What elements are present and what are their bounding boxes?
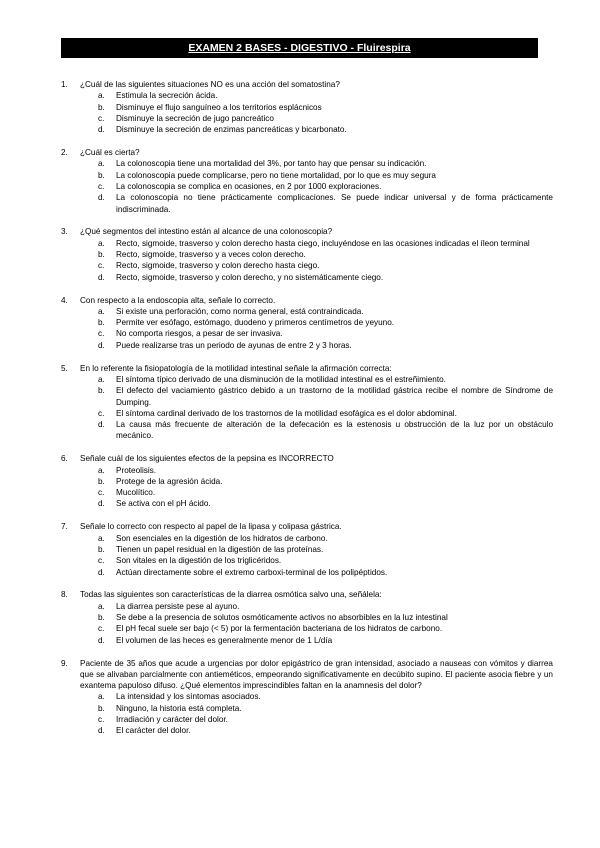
option-text: Ninguno, la historia está completa. — [116, 703, 242, 713]
question-number: 4. — [61, 295, 68, 305]
option-text: La causa más frecuente de alteración de la defecación es la estenosis u obstrucción de la luz por un obstáculo mecánico. — [116, 420, 553, 441]
answer-option — [80, 374, 553, 385]
option-letter: c. — [98, 715, 105, 724]
option-text: Protege de la agresión ácida. — [116, 476, 223, 486]
answer-option — [80, 272, 553, 283]
answer-options — [80, 306, 553, 351]
option-text: Se activa con el pH ácido. — [116, 499, 211, 509]
option-text: El síntoma cardinal derivado de los trastornos de la motilidad esofágica es el dolor abdominal. — [116, 408, 457, 418]
option-text: El volumen de las heces es generalmente menor de 1 L/día — [116, 635, 333, 645]
answer-option — [80, 385, 553, 408]
option-letter: b. — [98, 476, 105, 486]
question-list — [61, 79, 553, 748]
option-text: No comporta riesgos, a pesar de ser invasiva. — [116, 329, 283, 339]
answer-option — [80, 170, 553, 181]
answer-option — [80, 328, 553, 339]
option-letter: b. — [98, 613, 105, 623]
option-letter: d. — [98, 726, 105, 736]
option-text: La diarrea persiste pese al ayuno. — [116, 601, 240, 611]
option-text: La colonoscopia se complica en ocasiones, en 2 por 1000 exploraciones. — [116, 181, 382, 191]
question-item — [61, 589, 553, 645]
answer-options — [80, 238, 553, 283]
answer-option — [80, 714, 553, 725]
option-letter: a. — [98, 159, 105, 169]
answer-option — [80, 113, 553, 124]
question-number: 1. — [61, 80, 68, 89]
option-letter: d. — [98, 125, 105, 135]
answer-option — [80, 567, 553, 578]
option-text: Tienen un papel residual en la digestión de las proteínas. — [116, 544, 324, 554]
option-letter: b. — [98, 386, 105, 396]
answer-options — [80, 601, 553, 646]
exam-title: EXAMEN 2 BASES - DIGESTIVO - Fluirespira — [188, 42, 411, 54]
answer-option — [80, 601, 553, 612]
answer-option — [80, 691, 553, 702]
option-letter: d. — [98, 567, 105, 577]
option-letter: c. — [98, 329, 105, 339]
answer-option — [80, 476, 553, 487]
answer-option — [80, 340, 553, 351]
question-text: ¿Cuál es cierta? — [80, 148, 140, 158]
option-text: Disminuye la secreción de enzimas pancreáticas y bicarbonato. — [116, 125, 347, 135]
option-text: El síntoma típico derivado de una disminución de la motilidad intestinal es el estreñimiento. — [116, 374, 446, 384]
option-letter: c. — [98, 408, 105, 418]
answer-option — [80, 703, 553, 714]
option-letter: a. — [98, 533, 105, 543]
option-text: Se debe a la presencia de solutos osmóticamente activos no absorbibles en la luz intestinal — [116, 613, 448, 623]
answer-option — [80, 158, 553, 169]
question-number: 7. — [61, 522, 68, 532]
option-text: Actúan directamente sobre el extremo carboxi-terminal de los polipéptidos. — [116, 567, 388, 577]
answer-option — [80, 102, 553, 113]
option-text: Son vitales en la digestión de los triglicéridos. — [116, 556, 282, 566]
answer-option — [80, 465, 553, 476]
answer-option — [80, 419, 553, 442]
answer-option — [80, 533, 553, 544]
question-item — [61, 658, 553, 737]
option-letter: a. — [98, 306, 105, 316]
option-letter: c. — [98, 113, 105, 123]
answer-option — [80, 408, 553, 419]
question-number: 3. — [61, 227, 68, 237]
option-letter: a. — [98, 601, 105, 611]
option-letter: a. — [98, 374, 105, 384]
answer-option — [80, 260, 553, 271]
option-text: El pH fecal suele ser bajo (< 5) por la fermentación bacteriana de los hidratos de carbono. — [116, 624, 443, 634]
question-item — [61, 521, 553, 577]
answer-option — [80, 249, 553, 260]
answer-option — [80, 306, 553, 317]
answer-option — [80, 725, 553, 736]
option-text: Mucolítico. — [116, 488, 156, 498]
answer-option — [80, 555, 553, 566]
question-text: Señale cuál de los siguientes efectos de la pepsina es INCORRECTO — [80, 454, 334, 464]
option-letter: a. — [98, 238, 105, 248]
option-letter: d. — [98, 193, 105, 203]
option-text: Disminuye el flujo sanguíneo a los territorios esplácnicos — [116, 102, 322, 112]
option-text: Son esenciales en la digestión de los hidratos de carbono. — [116, 533, 328, 543]
question-text: Todas las siguientes son características de la diarrea osmótica salvo una, señálela: — [80, 590, 382, 600]
question-item — [61, 147, 553, 215]
option-letter: b. — [98, 544, 105, 554]
option-letter: c. — [98, 624, 105, 634]
answer-option — [80, 498, 553, 509]
option-text: Recto, sigmoide, trasverso y colon derecho, y no sistemáticamente ciego. — [116, 272, 384, 282]
option-text: El carácter del dolor. — [116, 726, 191, 736]
question-item — [61, 226, 553, 282]
question-number: 6. — [61, 454, 68, 464]
option-letter: d. — [98, 420, 105, 430]
option-letter: d. — [98, 340, 105, 350]
option-letter: b. — [98, 703, 105, 713]
question-text: Paciente de 35 años que acude a urgencias por dolor epigástrico de gran intensidad, asociado a nauseas con vómitos y diarrea que se alivaban parcialmente con antieméticos, empeorando significativamente en decúbito supino. El paciente asocia fiebre y un exantema papuloso difuso. ¿Qué elementos imprescindibles faltan en la anamnesis del dolor? — [80, 658, 553, 691]
question-number: 5. — [61, 363, 68, 373]
answer-option — [80, 544, 553, 555]
option-text: Puede realizarse tras un periodo de ayunas de entre 2 y 3 horas. — [116, 340, 352, 350]
option-text: La colonoscopia tiene una mortalidad del 3%, por tanto hay que pensar su indicación. — [116, 159, 427, 169]
answer-option — [80, 192, 553, 215]
option-text: Permite ver esófago, estómago, duodeno y primeros centímetros de yeyuno. — [116, 318, 395, 328]
answer-options — [80, 465, 553, 510]
answer-option — [80, 124, 553, 135]
question-number: 9. — [61, 658, 68, 668]
option-letter: c. — [98, 261, 105, 271]
answer-option — [80, 90, 553, 101]
answer-option — [80, 238, 553, 249]
question-text: Con respecto a la endoscopia alta, señale lo correcto. — [80, 295, 276, 305]
answer-option — [80, 623, 553, 634]
question-item — [61, 295, 553, 351]
question-item — [61, 79, 553, 135]
option-text: Recto, sigmoide, trasverso y colon derecho hasta ciego. — [116, 261, 320, 271]
option-letter: a. — [98, 692, 105, 702]
question-number: 8. — [61, 590, 68, 600]
question-text: Señale lo correcto con respecto al papel de la lipasa y colipasa gástrica. — [80, 522, 342, 532]
option-text: El defecto del vaciamiento gástrico debido a un trastorno de la motilidad gástrica recibe el nombre de Síndrome de Dumping. — [116, 386, 553, 407]
option-letter: b. — [98, 102, 105, 112]
answer-option — [80, 612, 553, 623]
question-number: 2. — [61, 148, 68, 158]
answer-options — [80, 374, 553, 442]
option-letter: d. — [98, 272, 105, 282]
answer-option — [80, 181, 553, 192]
option-letter: c. — [98, 181, 105, 191]
option-text: Estimula la secreción ácida. — [116, 91, 218, 101]
option-text: Irradiación y carácter del dolor. — [116, 715, 228, 724]
option-letter: a. — [98, 465, 105, 475]
option-letter: a. — [98, 91, 105, 101]
answer-option — [80, 317, 553, 328]
answer-options — [80, 158, 553, 214]
exam-title-bar — [61, 38, 538, 58]
option-letter: b. — [98, 318, 105, 328]
option-text: Recto, sigmoide, trasverso y a veces colon derecho. — [116, 250, 306, 260]
question-text: En lo referente la fisiopatología de la motilidad intestinal señale la afirmación correcta: — [80, 363, 392, 373]
option-text: Disminuye la secreción de jugo pancreático — [116, 113, 274, 123]
option-text: La colonoscopia no tiene prácticamente complicaciones. Se puede indicar universal y de forma prácticamente indiscriminada. — [116, 193, 553, 214]
question-text: ¿Cuál de las siguientes situaciones NO es una acción del somatostina? — [80, 80, 340, 89]
option-text: Si existe una perforación, como norma general, está contraindicada. — [116, 306, 364, 316]
option-letter: c. — [98, 556, 105, 566]
answer-options — [80, 533, 553, 578]
option-text: La colonoscopia puede complicarse, pero no tiene mortalidad, por lo que es muy segura — [116, 170, 436, 180]
answer-option — [80, 487, 553, 498]
option-letter: d. — [98, 635, 105, 645]
option-text: La intensidad y los síntomas asociados. — [116, 692, 261, 702]
answer-options — [80, 691, 553, 736]
option-text: Proteolisis. — [116, 465, 157, 475]
option-letter: d. — [98, 499, 105, 509]
answer-options — [80, 90, 553, 135]
option-text: Recto, sigmoide, trasverso y colon derecho hasta ciego, incluyéndose en las ocasiones indicadas el íleon terminal — [116, 238, 530, 248]
question-item — [61, 453, 553, 509]
option-letter: c. — [98, 488, 105, 498]
question-text: ¿Qué segmentos del intestino están al alcance de una colonoscopia? — [80, 227, 333, 237]
answer-option — [80, 635, 553, 646]
option-letter: b. — [98, 170, 105, 180]
question-item — [61, 363, 553, 442]
option-letter: b. — [98, 250, 105, 260]
